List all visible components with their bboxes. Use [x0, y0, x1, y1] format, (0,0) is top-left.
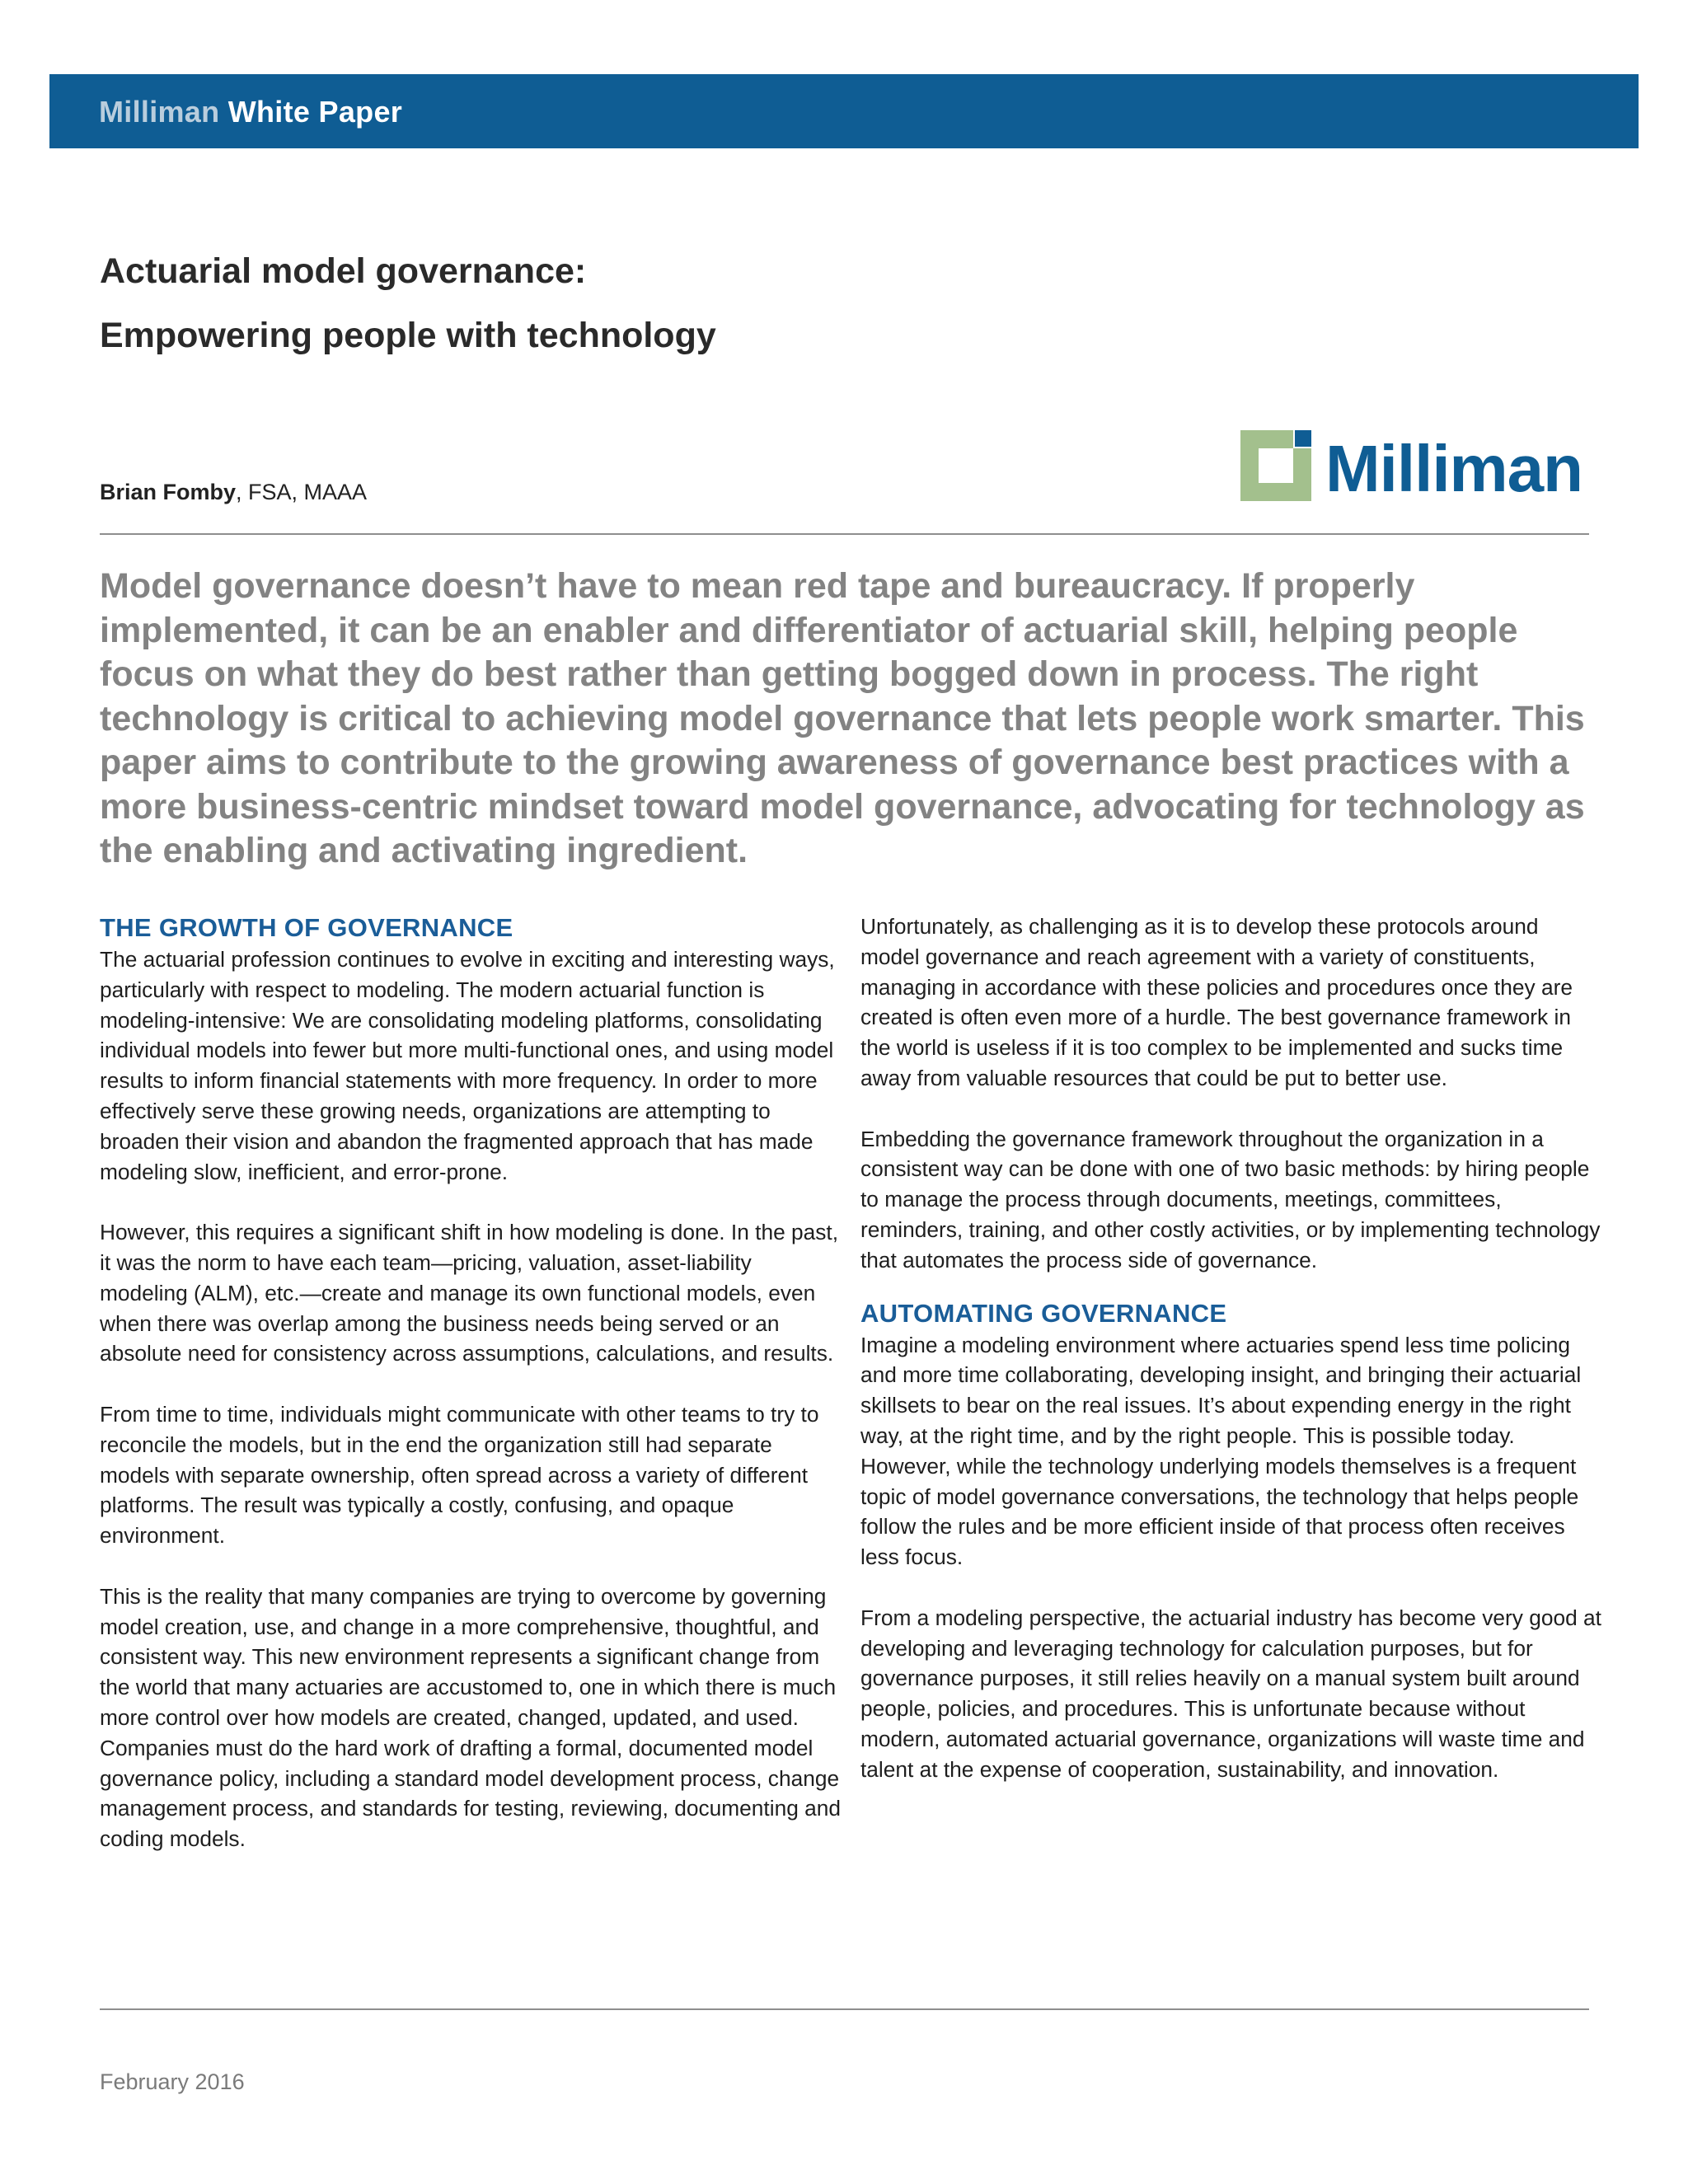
banner-title: [99, 74, 402, 148]
author-byline: [100, 480, 367, 505]
author-credentials: , FSA, MAAA: [236, 480, 368, 504]
publication-date: February 2016: [100, 2069, 245, 2094]
page-title: [100, 239, 1171, 368]
title-line-1: Actuarial model governance:: [100, 251, 587, 291]
intro-summary: Model governance doesn’t have to mean red tape and bureaucracy. If properly implemented, it can be an enabler and differentiator of actuarial skill, helping people focus on what they do best rather than getting bogged down in process. The right technology is critical to achieving model governance that lets people work smarter. This paper aims to contribute to the growing awareness of governance best practices with a more business-centric mindset toward model governance, advocating for technology as the enabling and activating ingredient.: [100, 566, 1585, 870]
banner-brand: Milliman: [99, 95, 220, 129]
section-heading: THE GROWTH OF GOVERNANCE: [100, 913, 513, 942]
paragraph: This is the reality that many companies are trying to overcome by governing model creation, use, and change in a more comprehensive, thoughtful, and consistent way. This new environment represents a significant change from the world that many actuaries are accustomed to, one in which there is much more control over how models are created, changed, updated, and used. Companies must do the hard work of drafting a formal, documented model governance policy, including a standard model development process, change management process, and standards for testing, reviewing, documenting and coding models.: [100, 1583, 841, 1852]
milliman-logo-mark-icon: [1240, 430, 1311, 501]
footer-divider: [100, 2008, 1589, 2010]
header-banner: [49, 74, 1639, 148]
paragraph: Imagine a modeling environment where actuaries spend less time policing and more time collaborating, developing insight, and bringing their actuarial skillsets to bear on the real issues. It’s about expending energy in the right way, at the right time, and by the right people. This is possible today. However, while the technology underlying models themselves is a frequent topic of model governance conversations, the technology that helps people follow the rules and be more efficient inside of that process often receives less focus.: [860, 1332, 1582, 1570]
paragraph: From time to time, individuals might communicate with other teams to try to reconcile the models, but in the end the organization still had separate models with separate ownership, often spread across a variety of different platforms. The result was typically a costly, confusing, and opaque environment.: [100, 1401, 819, 1549]
author-name: Brian Fomby: [100, 480, 237, 504]
paragraph: Embedding the governance framework throughout the organization in a consistent way can be done with one of two basic methods: by hiring people to manage the process through documents, meetings, committees, reminders, training, and other costly activities, or by implementing technology that automates the process side of governance.: [860, 1126, 1601, 1272]
paragraph: The actuarial profession continues to evolve in exciting and interesting ways, particularly with respect to modeling. The modern actuarial function is modeling-intensive: We are consolidating modeling platforms, consolidating individual models into fewer but more multi-functional ones, and using model results to inform financial statements with more frequency. In order to more effectively serve these growing needs, organizations are attempting to broaden their vision and abandon the fragmented approach that has made modeling slow, inefficient, and error-prone.: [100, 947, 835, 1184]
section-heading: AUTOMATING GOVERNANCE: [860, 1298, 1227, 1328]
paragraph: From a modeling perspective, the actuarial industry has become very good at developing and leveraging technology for calculation purposes, but for governance purposes, it still relies heavily on a manual system built around people, policies, and procedures. This is unfortunate because without modern, automated actuarial governance, organizations will waste time and talent at the expense of cooperation, sustainability, and innovation.: [860, 1605, 1601, 1782]
right-column: [860, 912, 1602, 1785]
left-column: [100, 912, 842, 1854]
logo-wordmark: Milliman: [1325, 432, 1583, 505]
paragraph: However, this requires a significant shift in how modeling is done. In the past, it was the norm to have each team—pricing, valuation, asset-liability modeling (ALM), etc.—create and manage its own functional models, even when there was overlap among the business needs being served or an absolute need for consistency across assumptions, calculations, and results.: [100, 1220, 839, 1366]
title-line-2: Empowering people with technology: [100, 316, 716, 355]
milliman-logo: [1240, 430, 1591, 506]
banner-kind: White Paper: [227, 95, 403, 129]
paragraph: Unfortunately, as challenging as it is to develop these protocols around model governance and reach agreement with a variety of constituents, managing in accordance with these policies and procedures once they are created is often even more of a hurdle. The best governance framework in the world is useless if it is too complex to be implemented and sucks time away from valuable resources that could be put to better use.: [860, 914, 1573, 1090]
divider: [100, 533, 1589, 535]
